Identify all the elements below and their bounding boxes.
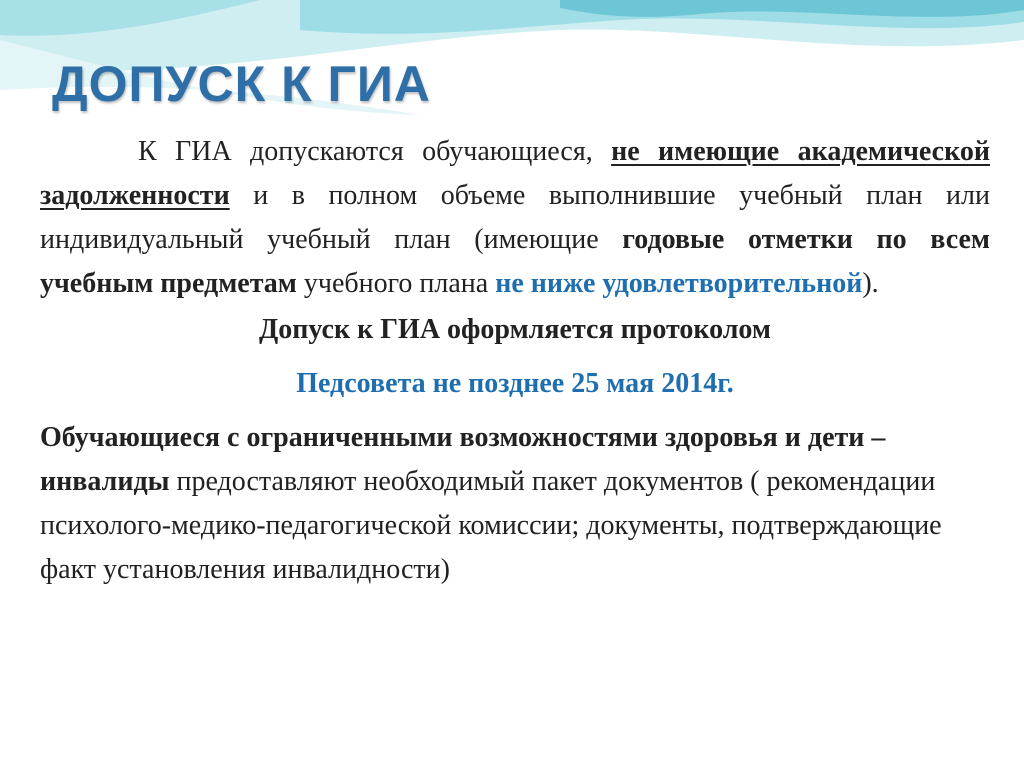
slide-body [40, 130, 990, 592]
admission-text-part2: и в полном объеме выполнившие учебный план или индивидуальный учебный план (имеющие [40, 180, 990, 255]
disability-emphasis: Обучающиеся с ограниченными возможностями здоровья и дети – инвалиды [40, 422, 886, 497]
satisfactory-emphasis: не ниже удовлетворительной [495, 268, 863, 299]
admission-text-part3: учебного плана [296, 268, 496, 299]
admission-text-part1: К ГИА допускаются обучающиеся, [138, 136, 612, 167]
pedsovet-line: Педсовета не позднее 25 мая 2014г. [296, 368, 734, 399]
no-debt-emphasis: не имеющие академической задолженности [40, 136, 990, 211]
admission-paragraph [40, 130, 990, 306]
annual-marks-emphasis: годовые отметки по всем учебным предметам [40, 224, 990, 299]
disability-paragraph [40, 416, 990, 592]
disability-text: предоставляют необходимый пакет документов ( рекомендации психолого-медико-педагогической комиссии; документы, подтверждающие факт установления инвалидности) [40, 466, 942, 585]
admission-text-part4: ). [862, 268, 879, 299]
protocol-line: Допуск к ГИА оформляется протоколом [259, 314, 771, 345]
slide-title: ДОПУСК К ГИА [52, 56, 431, 112]
